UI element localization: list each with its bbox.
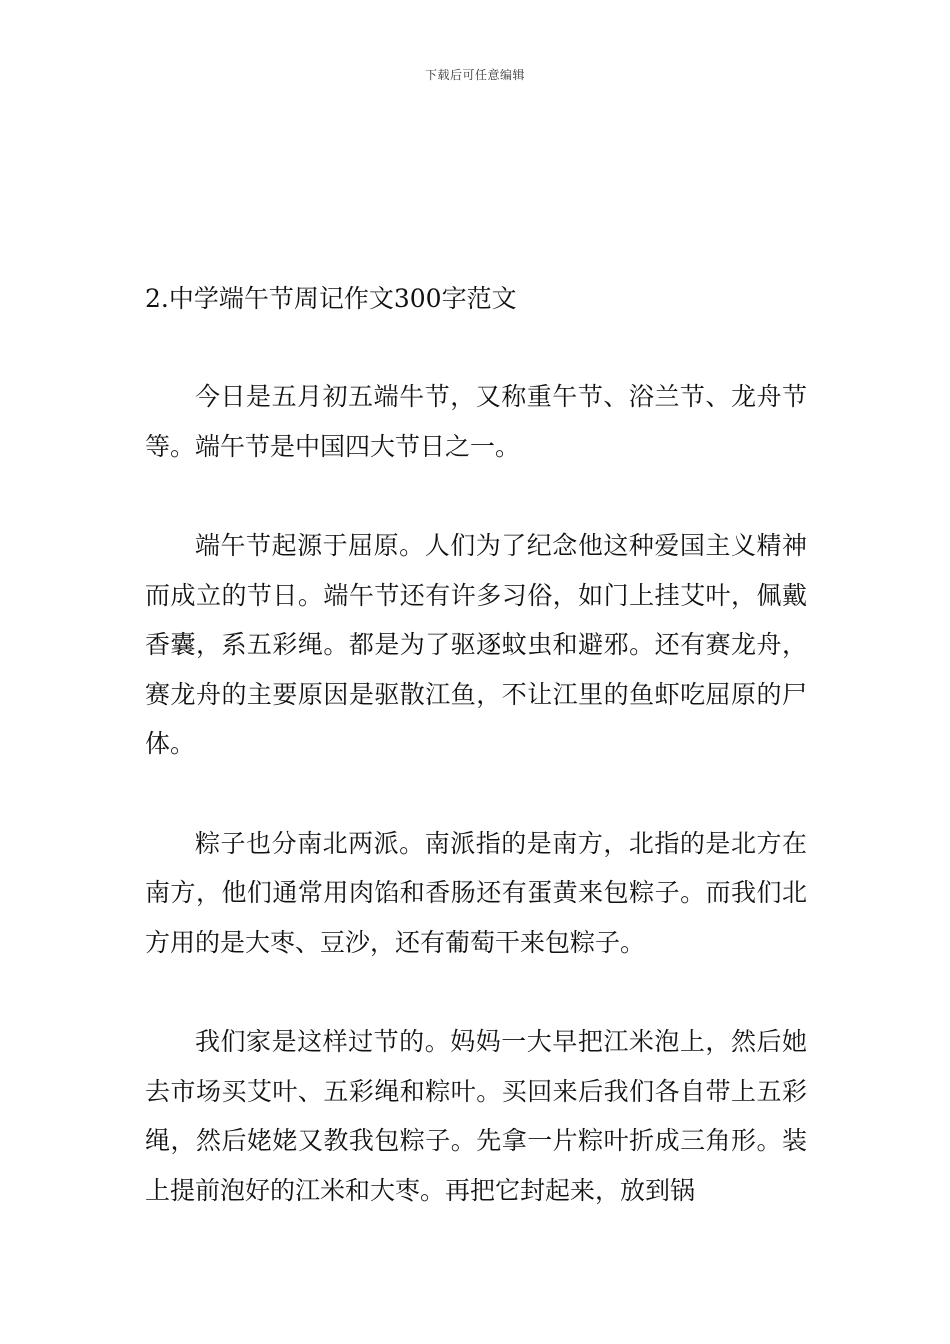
header-note: 下载后可任意编辑 — [424, 68, 525, 82]
paragraph-2: 端午节起源于屈原。人们为了纪念他这种爱国主义精神而成立的节日。端午节还有许多习俗，如门上挂艾叶，佩戴香囊，系五彩绳。都是为了驱逐蚊虫和避邪。还有赛龙舟，赛龙舟的主要原因是驱散江鱼，不让江里的鱼虾吃屈原的尸体。 — [145, 531, 807, 758]
document-body — [145, 282, 807, 1265]
paragraph-4: 我们家是这样过节的。妈妈一大早把江米泡上，然后她去市场买艾叶、五彩绳和粽叶。买回来后我们各自带上五彩绳，然后姥姥又教我包粽子。先拿一片粽叶折成三角形。装上提前泡好的江米和大枣。再把它封起来，放到锅 — [145, 1027, 807, 1205]
paragraph-3: 粽子也分南北两派。南派指的是南方，北指的是北方在南方，他们通常用肉馅和香肠还有蛋黄来包粽子。而我们北方用的是大枣、豆沙，还有葡萄干来包粽子。 — [145, 828, 807, 957]
essay-title: 2.中学端午节周记作文300字范文 — [145, 284, 517, 313]
paragraph-1: 今日是五月初五端牛节，又称重午节、浴兰节、龙舟节等。端午节是中国四大节日之一。 — [145, 382, 807, 461]
